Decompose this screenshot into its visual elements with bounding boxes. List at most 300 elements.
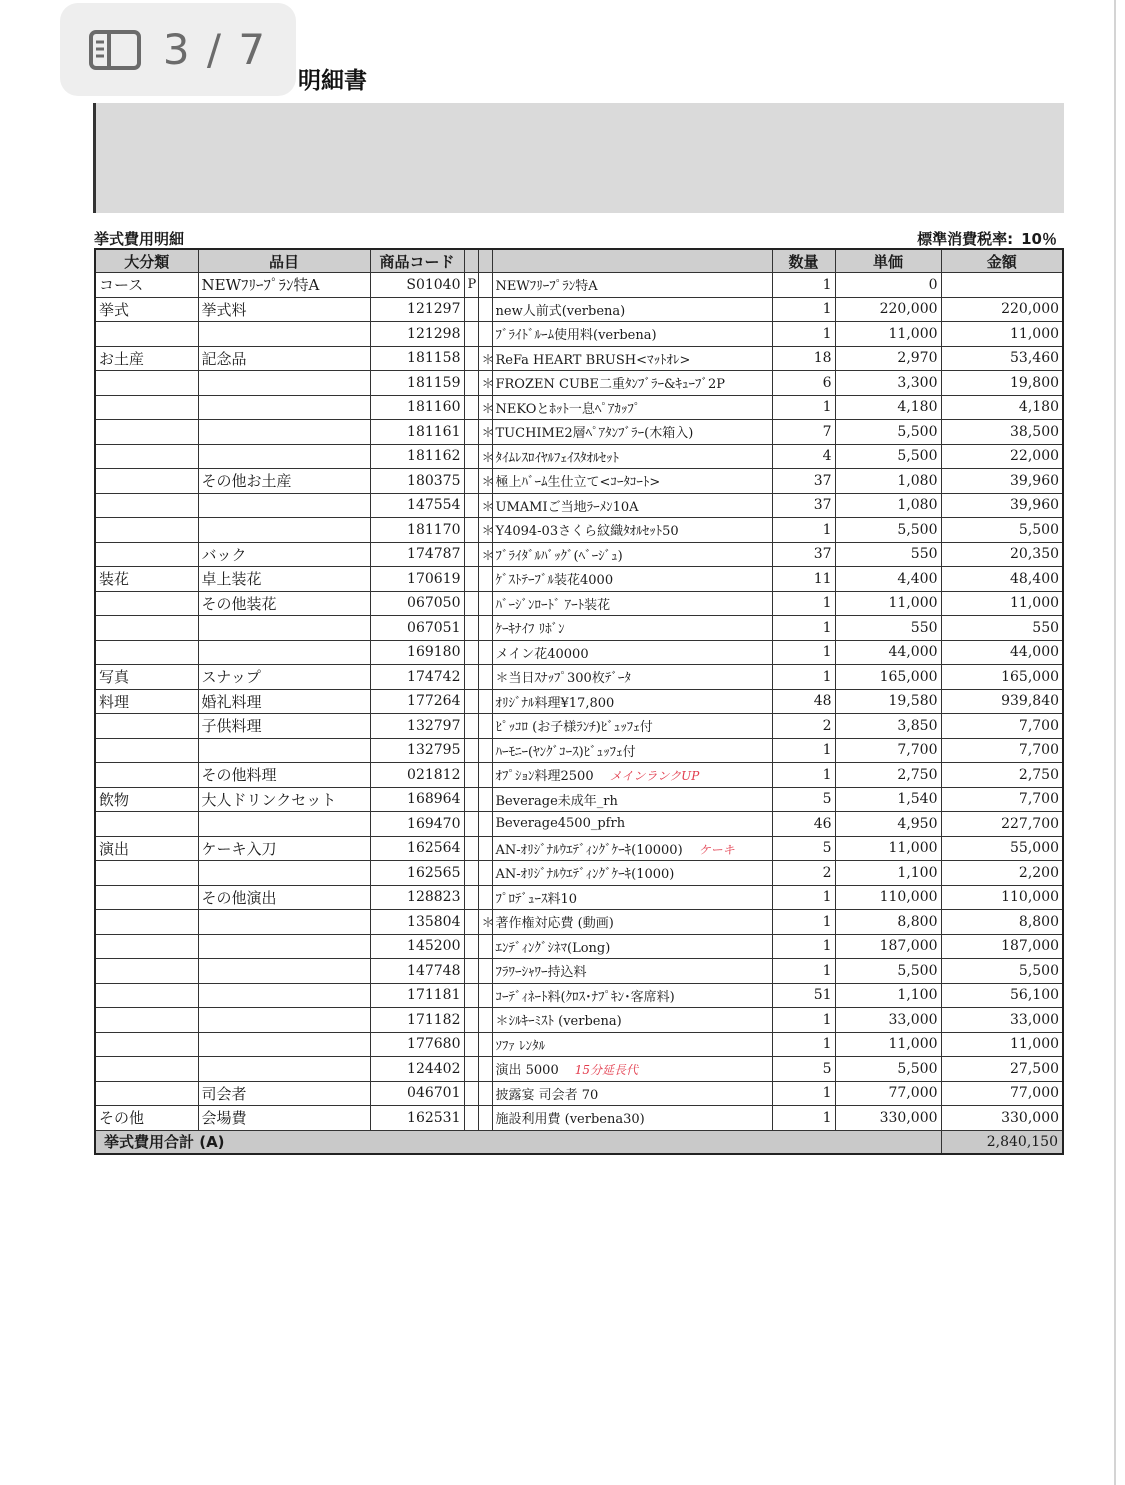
row-name — [492, 665, 772, 690]
row-product-code: 021812 — [370, 763, 464, 788]
table-row — [95, 1008, 1063, 1033]
row-flag — [464, 983, 478, 1008]
row-product-code: 067051 — [370, 616, 464, 641]
row-star — [478, 812, 492, 837]
row-quantity: 5 — [772, 787, 835, 812]
row-quantity: 1 — [772, 910, 835, 935]
row-unit-price: 3,300 — [835, 371, 941, 396]
row-product-code: 181159 — [370, 371, 464, 396]
row-category — [95, 371, 198, 396]
row-name-text: TUCHIME2層ﾍﾟｱﾀﾝﾌﾞﾗｰ(木箱入) — [495, 426, 694, 442]
cost-detail-table — [94, 248, 1064, 1155]
row-amount — [941, 273, 1063, 298]
row-item — [198, 518, 370, 543]
row-name-text: 演出 5000 — [495, 1063, 559, 1079]
row-name-text: UMAMIご当地ﾗｰﾒﾝ10A — [495, 499, 639, 515]
row-flag — [464, 812, 478, 837]
row-category — [95, 738, 198, 763]
row-product-code: 132795 — [370, 738, 464, 763]
row-amount: 550 — [941, 616, 1063, 641]
table-row — [95, 836, 1063, 861]
row-category — [95, 518, 198, 543]
row-item: 大人ドリンクセット — [198, 787, 370, 812]
row-category — [95, 542, 198, 567]
row-quantity: 1 — [772, 1032, 835, 1057]
row-item — [198, 371, 370, 396]
table-row — [95, 371, 1063, 396]
row-product-code: 121298 — [370, 322, 464, 347]
row-quantity: 1 — [772, 665, 835, 690]
row-unit-price: 7,700 — [835, 738, 941, 763]
row-product-code: 181170 — [370, 518, 464, 543]
row-flag — [464, 322, 478, 347]
row-product-code: 169470 — [370, 812, 464, 837]
table-row — [95, 983, 1063, 1008]
row-flag — [464, 444, 478, 469]
row-name-text: ﾌﾟﾛﾃﾞｭｰｽ料10 — [495, 891, 578, 907]
row-name — [492, 469, 772, 494]
row-flag — [464, 346, 478, 371]
row-unit-price: 550 — [835, 616, 941, 641]
row-star — [478, 616, 492, 641]
table-row — [95, 542, 1063, 567]
row-amount: 56,100 — [941, 983, 1063, 1008]
row-unit-price: 44,000 — [835, 640, 941, 665]
row-amount: 165,000 — [941, 665, 1063, 690]
row-quantity: 6 — [772, 371, 835, 396]
row-category — [95, 420, 198, 445]
row-product-code: 169180 — [370, 640, 464, 665]
row-name-text: ﾌﾞﾗｲﾀﾞﾙﾊﾞｯｸﾞ(ﾍﾞｰｼﾞｭ) — [495, 548, 623, 564]
row-amount: 330,000 — [941, 1106, 1063, 1131]
table-row — [95, 665, 1063, 690]
row-flag — [464, 420, 478, 445]
row-star — [478, 1008, 492, 1033]
row-item: ケーキ入刀 — [198, 836, 370, 861]
row-flag — [464, 738, 478, 763]
redacted-block — [93, 103, 1064, 213]
row-star — [478, 959, 492, 984]
row-quantity: 1 — [772, 616, 835, 641]
table-row — [95, 787, 1063, 812]
row-item — [198, 861, 370, 886]
row-star: ＊ — [478, 518, 492, 543]
row-amount: 2,750 — [941, 763, 1063, 788]
row-flag — [464, 616, 478, 641]
row-amount: 187,000 — [941, 934, 1063, 959]
table-row — [95, 297, 1063, 322]
row-unit-price: 4,180 — [835, 395, 941, 420]
page-indicator-text: 3 / 7 — [162, 25, 268, 74]
row-category: 飲物 — [95, 787, 198, 812]
row-unit-price: 4,400 — [835, 567, 941, 592]
row-name — [492, 959, 772, 984]
row-flag — [464, 518, 478, 543]
row-name-text: ﾋﾟｯｺﾛ (お子様ﾗﾝﾁ)ﾋﾞｭｯﾌｪ付 — [495, 720, 653, 736]
row-item: その他装花 — [198, 591, 370, 616]
row-amount: 20,350 — [941, 542, 1063, 567]
row-quantity: 1 — [772, 1081, 835, 1106]
row-star — [478, 934, 492, 959]
row-flag — [464, 542, 478, 567]
row-quantity: 1 — [772, 1106, 835, 1131]
row-item: 会場費 — [198, 1106, 370, 1131]
row-flag — [464, 714, 478, 739]
row-item — [198, 420, 370, 445]
row-name-text: 披露宴 司会者 70 — [495, 1087, 599, 1103]
row-item: その他料理 — [198, 763, 370, 788]
table-row — [95, 346, 1063, 371]
row-item: 挙式料 — [198, 297, 370, 322]
row-product-code: 067050 — [370, 591, 464, 616]
row-flag — [464, 395, 478, 420]
row-flag — [464, 1057, 478, 1082]
row-star — [478, 689, 492, 714]
row-name-text: ｹﾞｽﾄﾃｰﾌﾞﾙ装花4000 — [495, 573, 614, 589]
book-icon — [89, 30, 141, 70]
row-name — [492, 885, 772, 910]
row-flag — [464, 371, 478, 396]
row-unit-price: 4,950 — [835, 812, 941, 837]
row-name-text: ﾊﾞｰｼﾞﾝﾛｰﾄﾞ ｱｰﾄ装花 — [495, 597, 611, 613]
row-name — [492, 297, 772, 322]
row-name-text: ＊当日ｽﾅｯﾌﾟ300枚ﾃﾞｰﾀ — [495, 671, 631, 687]
row-flag — [464, 469, 478, 494]
row-item: バック — [198, 542, 370, 567]
row-amount: 39,960 — [941, 493, 1063, 518]
row-category — [95, 983, 198, 1008]
row-star — [478, 763, 492, 788]
tax-rate-value: 10％ — [1021, 230, 1057, 248]
row-name — [492, 616, 772, 641]
row-item: 司会者 — [198, 1081, 370, 1106]
row-quantity: 1 — [772, 395, 835, 420]
row-flag — [464, 640, 478, 665]
row-quantity: 48 — [772, 689, 835, 714]
row-product-code: 162531 — [370, 1106, 464, 1131]
row-name — [492, 738, 772, 763]
row-item: NEWﾌﾘｰﾌﾟﾗﾝ特A — [198, 273, 370, 298]
row-star — [478, 836, 492, 861]
row-name-text: AN-ｵﾘｼﾞﾅﾙｳｴﾃﾞｨﾝｸﾞｹｰｷ(10000) — [495, 842, 683, 858]
row-item: その他お土産 — [198, 469, 370, 494]
row-quantity: 2 — [772, 861, 835, 886]
row-name-text: ｴﾝﾃﾞｨﾝｸﾞｼﾈﾏ(Long) — [495, 940, 611, 956]
row-flag — [464, 297, 478, 322]
row-amount: 7,700 — [941, 714, 1063, 739]
row-item — [198, 812, 370, 837]
row-star — [478, 1081, 492, 1106]
row-flag — [464, 591, 478, 616]
row-unit-price: 11,000 — [835, 322, 941, 347]
row-name — [492, 910, 772, 935]
header-category: 大分類 — [95, 249, 198, 273]
row-unit-price: 5,500 — [835, 959, 941, 984]
table-row — [95, 1081, 1063, 1106]
row-category — [95, 395, 198, 420]
row-category — [95, 616, 198, 641]
row-quantity: 1 — [772, 1008, 835, 1033]
row-name — [492, 395, 772, 420]
row-category: お土産 — [95, 346, 198, 371]
row-star — [478, 297, 492, 322]
row-product-code: 162565 — [370, 861, 464, 886]
row-star: ＊ — [478, 444, 492, 469]
row-amount: 4,180 — [941, 395, 1063, 420]
row-amount: 19,800 — [941, 371, 1063, 396]
row-unit-price: 5,500 — [835, 444, 941, 469]
row-quantity: 1 — [772, 518, 835, 543]
table-row — [95, 322, 1063, 347]
total-label: 挙式費用合計 (A) — [95, 1130, 941, 1154]
row-star — [478, 1106, 492, 1131]
section-title: 挙式費用明細 — [94, 230, 185, 248]
total-row — [95, 1130, 1063, 1154]
table-row — [95, 885, 1063, 910]
row-star — [478, 787, 492, 812]
row-name — [492, 1081, 772, 1106]
row-category: 挙式 — [95, 297, 198, 322]
row-product-code: 174742 — [370, 665, 464, 690]
row-amount: 2,200 — [941, 861, 1063, 886]
row-unit-price: 5,500 — [835, 518, 941, 543]
page-indicator[interactable] — [60, 3, 296, 96]
row-amount: 110,000 — [941, 885, 1063, 910]
row-product-code: 180375 — [370, 469, 464, 494]
table-row — [95, 861, 1063, 886]
row-name-text: ﾀｲﾑﾚｽﾛｲﾔﾙﾌｪｲｽﾀｵﾙｾｯﾄ — [495, 450, 619, 466]
row-product-code: 171182 — [370, 1008, 464, 1033]
row-unit-price: 1,080 — [835, 469, 941, 494]
row-amount: 22,000 — [941, 444, 1063, 469]
row-flag — [464, 861, 478, 886]
row-name-text: ｿﾌｧ ﾚﾝﾀﾙ — [495, 1038, 546, 1054]
row-product-code: 181161 — [370, 420, 464, 445]
row-quantity: 37 — [772, 493, 835, 518]
row-unit-price: 3,850 — [835, 714, 941, 739]
row-name-text: ｵﾌﾟｼｮﾝ料理2500 — [495, 769, 594, 785]
row-unit-price: 5,500 — [835, 1057, 941, 1082]
row-flag — [464, 787, 478, 812]
row-quantity: 2 — [772, 714, 835, 739]
row-item: その他演出 — [198, 885, 370, 910]
row-name — [492, 420, 772, 445]
row-product-code: 170619 — [370, 567, 464, 592]
row-quantity: 1 — [772, 738, 835, 763]
row-name — [492, 1032, 772, 1057]
row-star — [478, 567, 492, 592]
row-quantity: 5 — [772, 1057, 835, 1082]
row-item — [198, 1057, 370, 1082]
handwritten-note: 15分延長代 — [574, 1063, 638, 1078]
row-quantity: 1 — [772, 273, 835, 298]
row-name-text: 極上ﾊﾞｰﾑ生仕立て<ｺｰﾀｺｰﾄ> — [495, 475, 661, 491]
table-row — [95, 959, 1063, 984]
row-name — [492, 322, 772, 347]
row-category — [95, 714, 198, 739]
row-item — [198, 493, 370, 518]
row-star — [478, 861, 492, 886]
row-star — [478, 1032, 492, 1057]
row-name — [492, 763, 772, 788]
row-name — [492, 714, 772, 739]
row-star: ＊ — [478, 395, 492, 420]
tax-rate — [917, 228, 1057, 249]
table-row — [95, 395, 1063, 420]
row-star: ＊ — [478, 371, 492, 396]
row-name — [492, 346, 772, 371]
row-item — [198, 395, 370, 420]
row-category — [95, 1008, 198, 1033]
row-flag — [464, 689, 478, 714]
header-unit-price: 単価 — [835, 249, 941, 273]
row-item: 卓上装花 — [198, 567, 370, 592]
header-item: 品目 — [198, 249, 370, 273]
row-product-code: 177680 — [370, 1032, 464, 1057]
table-row — [95, 689, 1063, 714]
table-row — [95, 1032, 1063, 1057]
row-product-code: 174787 — [370, 542, 464, 567]
header-product-code: 商品コード — [370, 249, 464, 273]
row-product-code: 177264 — [370, 689, 464, 714]
row-star — [478, 738, 492, 763]
row-category — [95, 322, 198, 347]
header-amount: 金額 — [941, 249, 1063, 273]
row-name — [492, 444, 772, 469]
table-row — [95, 934, 1063, 959]
row-amount: 7,700 — [941, 787, 1063, 812]
row-amount: 939,840 — [941, 689, 1063, 714]
row-item: スナップ — [198, 665, 370, 690]
row-name-text: FROZEN CUBE二重ﾀﾝﾌﾞﾗｰ&ｷｭｰﾌﾞ2P — [495, 377, 726, 393]
row-unit-price: 220,000 — [835, 297, 941, 322]
row-category: その他 — [95, 1106, 198, 1131]
row-name-text: メイン花40000 — [495, 646, 589, 662]
row-category — [95, 1057, 198, 1082]
page-edge — [1114, 0, 1116, 1485]
row-item — [198, 322, 370, 347]
row-name — [492, 787, 772, 812]
row-unit-price: 19,580 — [835, 689, 941, 714]
row-quantity: 1 — [772, 763, 835, 788]
row-star — [478, 591, 492, 616]
row-category — [95, 861, 198, 886]
row-name — [492, 542, 772, 567]
table-row — [95, 714, 1063, 739]
row-star — [478, 665, 492, 690]
row-name — [492, 861, 772, 886]
row-item — [198, 934, 370, 959]
row-name-text: ＊ｼﾙｷｰﾐｽﾄ (verbena) — [495, 1014, 622, 1030]
row-unit-price: 5,500 — [835, 420, 941, 445]
header-star — [478, 249, 492, 273]
row-product-code: 147554 — [370, 493, 464, 518]
table-row — [95, 640, 1063, 665]
row-amount: 44,000 — [941, 640, 1063, 665]
row-quantity: 1 — [772, 297, 835, 322]
row-name — [492, 1057, 772, 1082]
row-quantity: 1 — [772, 322, 835, 347]
row-category: 写真 — [95, 665, 198, 690]
row-name-text: ｵﾘｼﾞﾅﾙ料理¥17,800 — [495, 695, 615, 711]
table-row — [95, 493, 1063, 518]
row-name — [492, 567, 772, 592]
row-flag — [464, 665, 478, 690]
row-flag — [464, 493, 478, 518]
row-item: 子供料理 — [198, 714, 370, 739]
row-quantity: 51 — [772, 983, 835, 1008]
table-row — [95, 1106, 1063, 1131]
row-name-text: NEWﾌﾘｰﾌﾟﾗﾝ特A — [495, 279, 598, 295]
table-row — [95, 567, 1063, 592]
row-name — [492, 591, 772, 616]
row-amount: 227,700 — [941, 812, 1063, 837]
row-quantity: 7 — [772, 420, 835, 445]
row-name-text: ﾊｰﾓﾆｰ(ﾔﾝｸﾞｺｰｽ)ﾋﾞｭｯﾌｪ付 — [495, 744, 636, 760]
handwritten-note: ケーキ — [698, 842, 735, 857]
row-flag — [464, 836, 478, 861]
row-unit-price: 11,000 — [835, 591, 941, 616]
row-star: ＊ — [478, 469, 492, 494]
row-product-code: 162564 — [370, 836, 464, 861]
row-item — [198, 1032, 370, 1057]
row-unit-price: 0 — [835, 273, 941, 298]
row-amount: 5,500 — [941, 959, 1063, 984]
row-quantity: 46 — [772, 812, 835, 837]
row-star: ＊ — [478, 910, 492, 935]
row-name-text: Y4094-03さくら紋織ﾀｵﾙｾｯﾄ50 — [495, 524, 679, 540]
row-item — [198, 983, 370, 1008]
row-unit-price: 11,000 — [835, 836, 941, 861]
row-category: 装花 — [95, 567, 198, 592]
row-unit-price: 8,800 — [835, 910, 941, 935]
header-flag — [464, 249, 478, 273]
table-row — [95, 910, 1063, 935]
row-unit-price: 187,000 — [835, 934, 941, 959]
row-item — [198, 910, 370, 935]
row-name — [492, 518, 772, 543]
header-quantity: 数量 — [772, 249, 835, 273]
row-quantity: 1 — [772, 640, 835, 665]
row-quantity: 1 — [772, 934, 835, 959]
row-flag — [464, 1081, 478, 1106]
row-star — [478, 1057, 492, 1082]
row-unit-price: 165,000 — [835, 665, 941, 690]
row-amount: 7,700 — [941, 738, 1063, 763]
row-category — [95, 763, 198, 788]
row-star: ＊ — [478, 542, 492, 567]
row-flag — [464, 885, 478, 910]
row-amount: 27,500 — [941, 1057, 1063, 1082]
row-flag — [464, 1032, 478, 1057]
row-product-code: 168964 — [370, 787, 464, 812]
row-item — [198, 1008, 370, 1033]
row-name — [492, 836, 772, 861]
row-flag — [464, 959, 478, 984]
row-quantity: 1 — [772, 959, 835, 984]
row-category — [95, 959, 198, 984]
row-name-text: ﾌﾗﾜｰｼｬﾜｰ持込料 — [495, 965, 587, 981]
row-amount: 53,460 — [941, 346, 1063, 371]
row-star: ＊ — [478, 493, 492, 518]
row-product-code: 121297 — [370, 297, 464, 322]
row-category — [95, 640, 198, 665]
row-flag — [464, 1008, 478, 1033]
row-product-code: S01040 — [370, 273, 464, 298]
row-item: 記念品 — [198, 346, 370, 371]
table-row — [95, 420, 1063, 445]
row-name-text: ReFa HEART BRUSH<ﾏｯﾄｵﾚ> — [495, 352, 691, 368]
